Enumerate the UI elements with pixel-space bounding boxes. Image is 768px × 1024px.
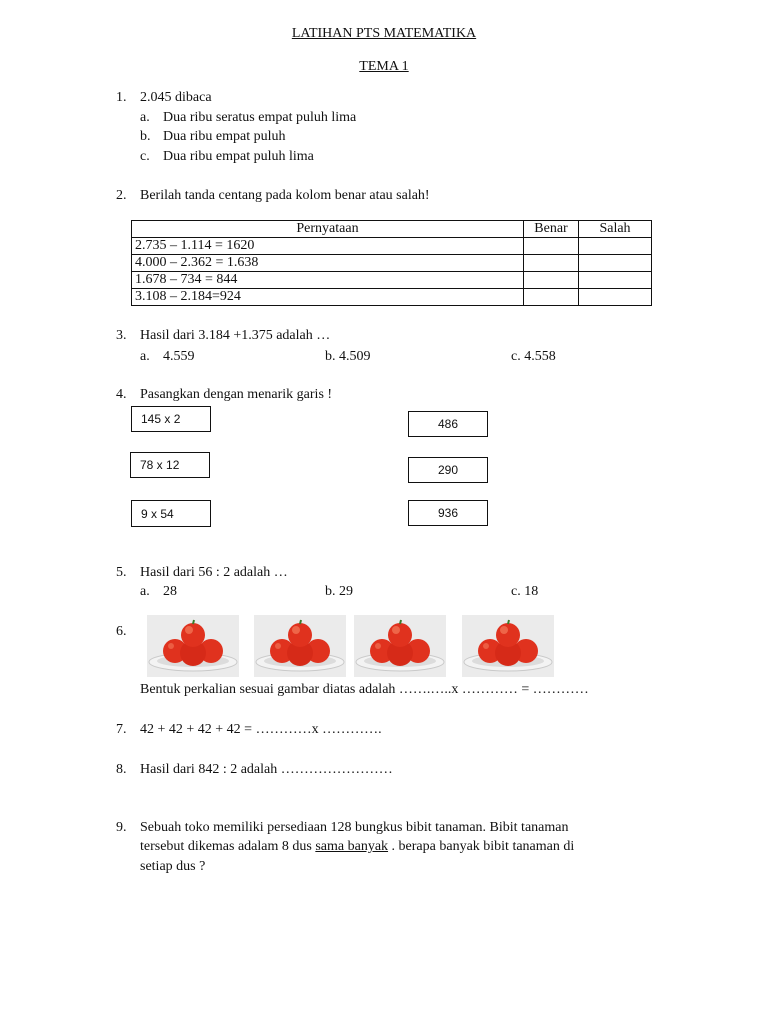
page-title: LATIHAN PTS MATEMATIKA <box>291 26 477 41</box>
page-subtitle: TEMA 1 <box>359 59 409 74</box>
option-text: Dua ribu empat puluh lima <box>163 149 314 164</box>
false-checkbox-cell[interactable] <box>579 255 652 272</box>
question-6-text: Bentuk perkalian sesuai gambar diatas adalah …….…..x ………… = ………… <box>140 682 589 697</box>
true-checkbox-cell[interactable] <box>524 272 579 289</box>
apple-plate-icon <box>147 615 239 677</box>
true-checkbox-cell[interactable] <box>524 238 579 255</box>
question-3-option-c: c. 4.558 <box>511 349 556 364</box>
question-5-option-b: b. 29 <box>325 584 353 599</box>
question-4-number: 4. <box>116 387 127 402</box>
option-text: Dua ribu seratus empat puluh lima <box>163 110 357 125</box>
true-checkbox-cell[interactable] <box>524 289 579 306</box>
question-7-number: 7. <box>116 722 127 737</box>
question-5-option-a <box>140 583 177 601</box>
question-9-line-3: setiap dus ? <box>140 859 206 874</box>
table-row <box>132 255 652 272</box>
option-letter: a. <box>140 584 150 599</box>
question-9-line-2 <box>140 838 574 856</box>
true-false-table <box>131 220 652 306</box>
question-8-number: 8. <box>116 762 127 777</box>
question-3-option-b: b. 4.509 <box>325 349 371 364</box>
question-1-option-a <box>140 109 356 127</box>
apple-plate-icon <box>462 615 554 677</box>
table-row <box>132 289 652 306</box>
column-header-true: Benar <box>524 221 579 238</box>
question-9-line-2-start: tersebut dikemas adalam 8 dus <box>140 839 316 854</box>
statement-cell: 1.678 – 734 = 844 <box>132 272 524 289</box>
match-right-box[interactable]: 936 <box>408 500 488 526</box>
option-text: 28 <box>163 584 177 599</box>
option-letter: a. <box>140 349 150 364</box>
question-5-option-c: c. 18 <box>511 584 539 599</box>
option-letter: b. <box>140 129 151 144</box>
statement-cell: 2.735 – 1.114 = 1620 <box>132 238 524 255</box>
option-text: Dua ribu empat puluh <box>163 129 286 144</box>
question-2-number: 2. <box>116 188 127 203</box>
option-text: 4.559 <box>163 349 195 364</box>
question-7-text: 42 + 42 + 42 + 42 = …………x …………. <box>140 722 382 737</box>
question-5-text: Hasil dari 56 : 2 adalah … <box>140 565 288 580</box>
statement-cell: 3.108 – 2.184=924 <box>132 289 524 306</box>
question-2-text: Berilah tanda centang pada kolom benar atau salah! <box>140 188 430 203</box>
false-checkbox-cell[interactable] <box>579 289 652 306</box>
column-header-false: Salah <box>579 221 652 238</box>
underlined-phrase: sama banyak <box>315 839 389 854</box>
table-row <box>132 272 652 289</box>
option-letter: a. <box>140 110 150 125</box>
table-header-row <box>132 221 652 238</box>
match-right-box[interactable]: 290 <box>408 457 488 483</box>
apple-plate-icon <box>254 615 346 677</box>
option-letter: c. <box>140 149 150 164</box>
question-3-text: Hasil dari 3.184 +1.375 adalah … <box>140 328 331 343</box>
question-1-option-c <box>140 148 314 166</box>
question-5-number: 5. <box>116 565 127 580</box>
question-1-number: 1. <box>116 90 127 105</box>
match-left-box[interactable]: 145 x 2 <box>131 406 211 432</box>
match-left-box[interactable]: 9 x 54 <box>131 500 211 527</box>
statement-cell: 4.000 – 2.362 = 1.638 <box>132 255 524 272</box>
question-9-line-1: Sebuah toko memiliki persediaan 128 bungkus bibit tanaman. Bibit tanaman <box>140 820 569 835</box>
question-9-number: 9. <box>116 820 127 835</box>
question-1-text: 2.045 dibaca <box>140 90 212 105</box>
table-row <box>132 238 652 255</box>
question-8-text: Hasil dari 842 : 2 adalah …………………… <box>140 762 393 777</box>
apple-plate-icon <box>354 615 446 677</box>
question-3-number: 3. <box>116 328 127 343</box>
question-3-option-a <box>140 348 195 366</box>
false-checkbox-cell[interactable] <box>579 272 652 289</box>
question-6-number: 6. <box>116 624 127 639</box>
match-right-box[interactable]: 486 <box>408 411 488 437</box>
false-checkbox-cell[interactable] <box>579 238 652 255</box>
question-4-text: Pasangkan dengan menarik garis ! <box>140 387 333 402</box>
true-checkbox-cell[interactable] <box>524 255 579 272</box>
column-header-statement: Pernyataan <box>132 221 524 238</box>
match-left-box[interactable]: 78 x 12 <box>130 452 210 478</box>
question-9-line-2-end: . berapa banyak bibit tanaman di <box>388 839 575 854</box>
question-1-option-b <box>140 128 285 146</box>
